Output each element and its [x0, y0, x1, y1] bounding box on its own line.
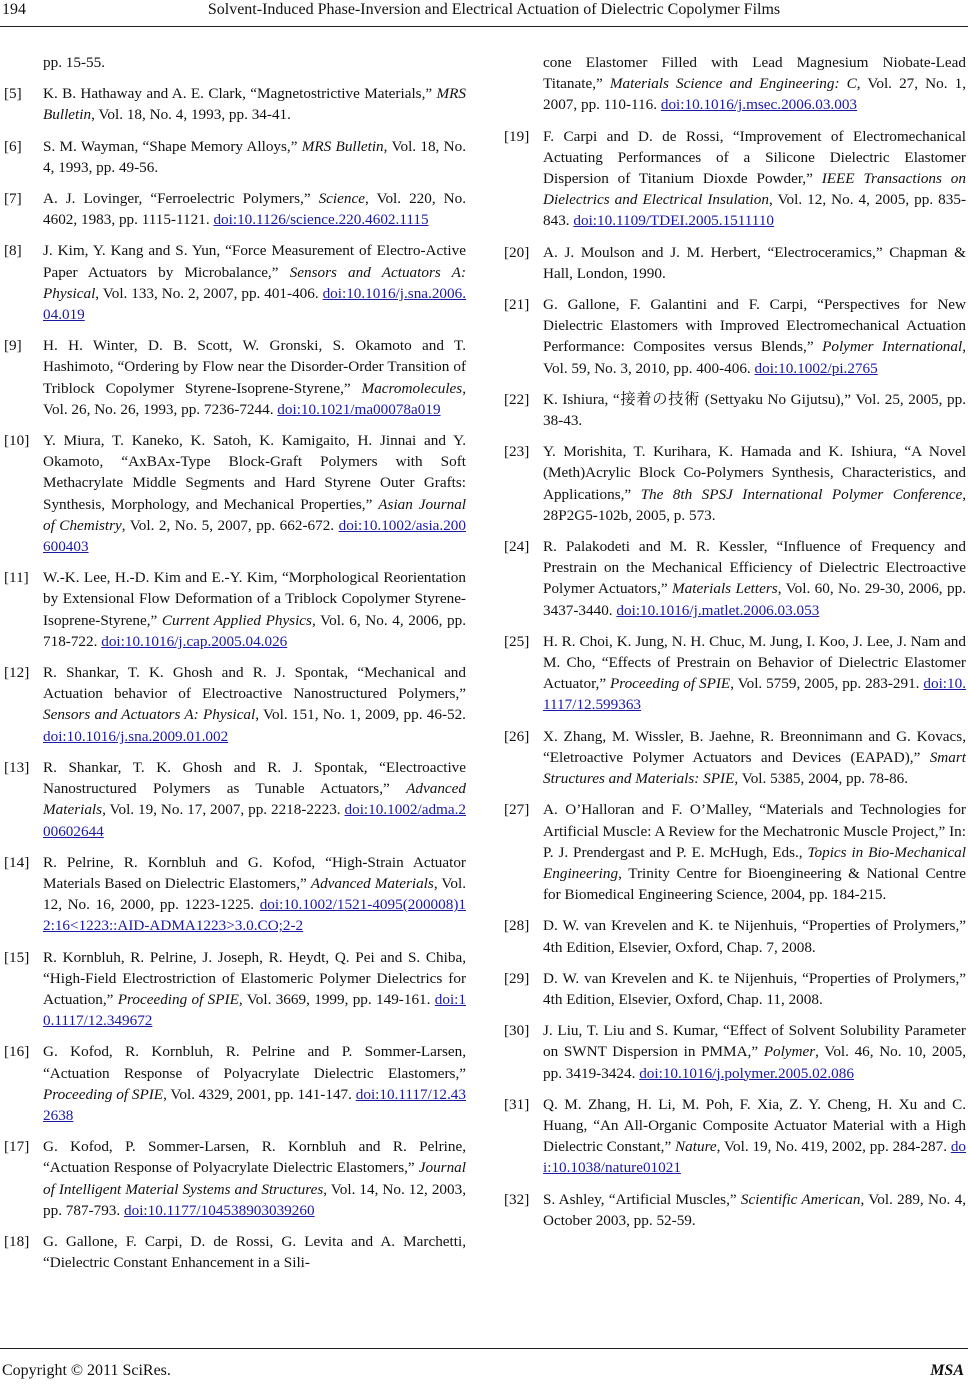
reference-authors-title: K. Ishiura, “接着の技術 (Settyaku No Gijutsu),” Vol. 25, 2005, pp. 38-43. — [543, 390, 966, 430]
reference-authors-title: Y. Miura, T. Kaneko, K. Satoh, K. Kamigaito, H. Jinnai and Y. Okamoto, “AxBAx-Type Block-Graft Polymers with Soft Methacrylate Middle Segments and Hard Styrene Outer Grafts: Synthesis, Morphology, and Mechanical Properties,” — [43, 432, 466, 513]
reference-journal: Sensors and Actuators A: Physical — [43, 706, 256, 724]
reference-authors-title: R. Palakodeti and M. R. Kessler, “Influence of Frequency and Prestrain on the Mechanical Efficiency of Dielectric Electroactive Polymer Actuators,” — [543, 538, 966, 598]
reference-entry — [4, 662, 466, 747]
reference-authors-title: R. Kornbluh, R. Pelrine, J. Joseph, R. Heydt, Q. Pei and S. Chiba, “High-Field Electrostriction of Elastomeric Polymer Dielectrics for Actuation,” — [43, 948, 466, 1008]
left-column — [4, 52, 466, 1283]
reference-entry — [504, 126, 966, 232]
reference-number: [16] — [4, 1043, 30, 1061]
reference-details: , Vol. 59, No. 3, 2010, pp. 400-406. — [543, 338, 966, 377]
reference-text — [43, 852, 466, 937]
reference-number: [29] — [504, 969, 530, 987]
reference-journal: Polymer International — [822, 338, 963, 356]
reference-authors-title: A. J. Lovinger, “Ferroelectric Polymers,” — [43, 190, 319, 208]
reference-entry — [504, 915, 966, 957]
doi-link[interactable]: doi:10.1038/nature01021 — [543, 1138, 966, 1177]
doi-link[interactable]: doi:10.1126/science.220.4602.1115 — [213, 211, 429, 229]
reference-authors-title: G. Kofod, P. Sommer-Larsen, R. Kornbluh and R. Pelrine, “Actuation Response of Polyacrylate Dielectric Elastomers,” — [43, 1138, 466, 1177]
doi-link[interactable]: doi:10.1002/adma.200602644 — [43, 801, 466, 840]
reference-text — [543, 968, 966, 1010]
reference-text — [43, 662, 466, 747]
reference-number: [6] — [4, 137, 22, 155]
reference-entry — [4, 947, 466, 1032]
reference-authors-title: S. M. Wayman, “Shape Memory Alloys,” — [43, 137, 302, 155]
reference-text — [543, 1094, 966, 1179]
reference-number: [14] — [4, 853, 30, 871]
reference-entry — [4, 757, 466, 842]
reference-authors-title: Q. M. Zhang, H. Li, M. Poh, F. Xia, Z. Y. Cheng, H. Xu and C. Huang, “An All-Organic Composite Actuator Material with a High Dielectric Constant,” — [543, 1095, 966, 1156]
reference-journal: MRS Bulletin — [43, 85, 466, 124]
reference-journal: Proceeding of SPIE — [43, 1085, 164, 1103]
reference-list-left — [4, 83, 466, 1273]
reference-journal: Topics in Bio-Mechanical Engineering — [543, 843, 966, 882]
reference-authors-title: G. Gallone, F. Galantini and F. Carpi, “Perspectives for New Dielectric Elastomers with Improved Electromechanical Actuation Performance: Composites versus Blends,” — [543, 296, 966, 356]
reference-text — [543, 389, 966, 431]
reference-authors-title: G. Kofod, R. Kornbluh, R. Pelrine and P. Sommer-Larsen, “Actuation Response of Polyacrylate Dielectric Elastomers,” — [43, 1043, 466, 1082]
reference-number: [31] — [504, 1095, 530, 1113]
doi-link[interactable]: doi:10.1117/12.432638 — [43, 1085, 466, 1124]
reference-authors-title: H. H. Winter, D. B. Scott, W. Gronski, S. Okamoto and T. Hashimoto, “Ordering by Flow near the Disorder-Order Transition of Triblock Copolymer Styrene-Isoprene-Styrene,” — [43, 337, 466, 397]
reference-entry — [4, 240, 466, 325]
reference-details: , Vol. 220, No. 4602, 1983, pp. 1115-1121. — [43, 190, 467, 229]
reference-text — [43, 136, 466, 178]
reference-number: [18] — [4, 1232, 30, 1250]
reference-details: , Vol. 151, No. 1, 2009, pp. 46-52. — [255, 706, 466, 724]
reference-text — [543, 726, 966, 790]
reference-entry — [4, 1231, 466, 1273]
reference-number: [28] — [504, 917, 530, 935]
doi-link[interactable]: doi:10.1177/104538903039260 — [124, 1201, 315, 1219]
reference-entry — [504, 242, 966, 284]
reference-journal: Sensors and Actuators A: Physical — [43, 263, 466, 302]
reference-number: [5] — [4, 85, 22, 103]
reference-entry — [504, 1189, 966, 1231]
reference-journal: Scientific American — [740, 1190, 861, 1208]
reference-number: [9] — [4, 337, 22, 355]
reference-authors-title: H. R. Choi, K. Jung, N. H. Chuc, M. Jung, I. Koo, J. Lee, J. Nam and M. Cho, “Effects of Prestrain on Behavior of Dielectric Elastomer Actuator,” — [543, 632, 966, 693]
reference-authors-title: W.-K. Lee, H.-D. Kim and E.-Y. Kim, “Morphological Reorientation by Extensional Flow Deformation of a Triblock Copolymer Styrene-Isoprene-Styrene,” — [43, 569, 466, 629]
reference-details: , Trinity Centre for Bioengineering & National Centre for Biomedical Engineering Science, 2004, pp. 184-215. — [543, 864, 966, 904]
reference-authors-title: R. Shankar, T. K. Ghosh and R. J. Spontak, “Electroactive Nanostructured Polymers as Tunable Actuators,” — [43, 758, 466, 798]
reference-entry — [504, 631, 966, 716]
reference-text — [543, 915, 966, 957]
reference-entry — [4, 83, 466, 125]
reference-authors-title: A. J. Moulson and J. M. Herbert, “Electroceramics,” Chapman & Hall, London, 1990. — [543, 243, 966, 282]
doi-link[interactable]: doi:10.1016/j.sna.2009.01.002 — [43, 727, 229, 745]
footer-rule — [0, 1348, 968, 1349]
reference-details: , Vol. 12, No. 16, 2000, pp. 1223-1225. — [43, 874, 467, 914]
reference-text — [543, 1020, 966, 1084]
reference-details: , Vol. 3669, 1999, pp. 149-161. — [238, 990, 435, 1008]
reference-number: [20] — [504, 243, 530, 261]
doi-link[interactable]: doi:10.1117/12.599363 — [543, 675, 966, 714]
reference-number: [27] — [504, 801, 530, 819]
reference-authors-title: F. Carpi and D. de Rossi, “Improvement of Electromechanical Actuating Performances of a Silicone Dielectric Elastomer Dispersion of Titanium Dioxde Powder,” — [543, 127, 966, 188]
reference-number: [17] — [4, 1138, 30, 1156]
reference-journal: Asian Journal of Chemistry — [43, 495, 467, 534]
reference-number: [22] — [504, 390, 530, 408]
reference-text — [43, 83, 466, 125]
reference-details: , Vol. 133, No. 2, 2007, pp. 401-406. — [95, 284, 323, 302]
reference-authors-title: K. B. Hathaway and A. E. Clark, “Magnetostrictive Materials,” — [43, 85, 437, 103]
reference-text — [43, 188, 466, 230]
doi-link[interactable]: doi:10.1002/1521-4095(200008)12:16<1223::AID-ADMA1223>3.0.CO;2-2 — [43, 896, 466, 935]
reference-journal: Advanced Materials — [43, 780, 466, 819]
reference-authors-title: J. Kim, Y. Kang and S. Yun, “Force Measurement of Electro-Active Paper Actuators by Microbalance,” — [43, 242, 466, 281]
reference-details: , Vol. 46, No. 10, 2005, pp. 3419-3424. — [543, 1043, 966, 1082]
reference-text — [543, 536, 966, 621]
reference-text — [543, 242, 966, 284]
reference-list-right — [504, 126, 966, 1231]
reference-details: , Vol. 19, No. 419, 2002, pp. 284-287. — [716, 1138, 951, 1156]
page-header — [0, 0, 968, 30]
reference-authors-title: R. Pelrine, R. Kornbluh and G. Kofod, “High-Strain Actuator Materials Based on Dielectric Elastomers,” — [43, 853, 466, 892]
header-rule — [0, 26, 968, 27]
reference-number: [11] — [4, 569, 29, 587]
reference-authors-title: S. Ashley, “Artificial Muscles,” — [543, 1190, 741, 1208]
reference-details: , Vol. 5385, 2004, pp. 78-86. — [734, 770, 909, 788]
doi-link[interactable]: doi:10.1002/pi.2765 — [754, 359, 878, 377]
reference-number: [12] — [4, 664, 30, 682]
reference-journal: Advanced Materials — [310, 874, 434, 892]
reference-details: , Vol. 60, No. 29-30, 2006, pp. 3437-3440. — [543, 580, 966, 619]
reference-details: , Vol. 19, No. 17, 2007, pp. 2218-2223. — [102, 801, 345, 819]
reference-details: , Vol. 289, No. 4, October 2003, pp. 52-59. — [543, 1190, 967, 1229]
doi-link[interactable]: doi:10.1109/TDEI.2005.1511110 — [573, 212, 775, 230]
reference-text — [543, 631, 966, 716]
reference-authors-title: G. Gallone, F. Carpi, D. de Rossi, G. Levita and A. Marchetti, “Dielectric Constant Enhancement in a Sili- — [43, 1232, 466, 1272]
reference-entry — [504, 1020, 966, 1084]
reference-entry — [504, 726, 966, 790]
reference-details: , Vol. 12, No. 4, 2005, pp. 835-843. — [543, 191, 967, 230]
reference-number: [21] — [504, 296, 530, 314]
reference-number: [8] — [4, 242, 22, 260]
continuation-details: , Vol. 27, No. 1, 2007, pp. 110-116. — [543, 75, 966, 114]
running-title: Solvent-Induced Phase-Inversion and Electrical Actuation of Dielectric Copolymer Films — [207, 1, 781, 18]
right-column — [504, 52, 966, 1241]
journal-abbreviation: MSA — [930, 1362, 964, 1379]
reference-authors-title: D. W. van Krevelen and K. te Nijenhuis, “Properties of Prolymers,” 4th Edition, Elsevier, Oxford, Chap. 11, 2008. — [543, 969, 966, 1008]
reference-journal: Journal of Intelligent Material Systems and Structures — [43, 1159, 466, 1198]
reference-number: [13] — [4, 758, 30, 776]
reference-journal: Nature — [675, 1138, 717, 1156]
reference-text — [43, 567, 466, 652]
reference-journal: MRS Bulletin — [301, 137, 384, 155]
reference-journal: Science — [318, 190, 365, 208]
reference-details: , Vol. 18, No. 4, 1993, pp. 49-56. — [43, 137, 466, 176]
reference-details: , Vol. 4329, 2001, pp. 141-147. — [163, 1085, 356, 1103]
reference-journal: Proceeding of SPIE — [117, 990, 239, 1008]
reference-entry — [504, 441, 966, 526]
doi-link[interactable]: doi:10.1002/asia.200600403 — [43, 516, 466, 556]
reference-text — [543, 441, 966, 526]
continuation-text: cone Elastomer Filled with Lead Magnesium Niobate-Lead Titanate,” — [543, 54, 966, 93]
reference-entry — [504, 968, 966, 1010]
reference-details: , Vol. 2, No. 5, 2007, pp. 662-672. — [121, 516, 339, 534]
reference-entry — [504, 389, 966, 431]
reference-journal: Smart Structures and Materials: SPIE — [543, 748, 966, 788]
doi-link[interactable]: doi:10.1117/12.349672 — [43, 990, 466, 1030]
doi-link[interactable]: doi:10.1016/j.matlet.2006.03.053 — [616, 601, 820, 619]
page-number: 194 — [2, 1, 26, 18]
doi-link[interactable]: doi:10.1016/j.polymer.2005.02.086 — [639, 1064, 854, 1082]
reference-text — [43, 1231, 466, 1273]
reference-text — [43, 757, 466, 842]
reference-entry — [4, 430, 466, 557]
reference-text — [43, 430, 466, 557]
reference-journal: Current Applied Physics — [161, 611, 312, 629]
reference-details: , Vol. 5759, 2005, pp. 283-291. — [730, 675, 924, 693]
reference-number: [23] — [504, 443, 530, 461]
reference-entry — [504, 1094, 966, 1179]
reference-text — [543, 294, 966, 379]
reference-entry — [504, 536, 966, 621]
reference-continuation — [504, 52, 966, 116]
reference-authors-title: R. Shankar, T. K. Ghosh and R. J. Spontak, “Mechanical and Actuation behavior of Electroactive Nanostructured Polymers,” — [43, 664, 466, 703]
reference-text — [43, 335, 466, 420]
page-footer — [0, 1348, 968, 1386]
reference-entry — [4, 1041, 466, 1126]
reference-details: , Vol. 14, No. 12, 2003, pp. 787-793. — [43, 1180, 466, 1219]
reference-text — [43, 1136, 466, 1221]
reference-entry — [4, 136, 466, 178]
reference-journal: Materials Letters — [672, 580, 778, 598]
doi-link[interactable]: doi:10.1021/ma00078a019 — [277, 400, 441, 418]
reference-authors-title: Y. Morishita, T. Kurihara, K. Hamada and K. Ishiura, “A Novel (Meth)Acrylic Block Co-Polymers Synthesis, Characteristics, and Applications,” — [543, 443, 966, 503]
reference-authors-title: X. Zhang, M. Wissler, B. Jaehne, R. Breonnimann and G. Kovacs, “Eletroactive Polymer Actuators and Devices (EAPAD),” — [543, 727, 966, 766]
reference-entry — [504, 799, 966, 905]
reference-number: [24] — [504, 538, 530, 556]
reference-text — [543, 799, 966, 905]
reference-text — [543, 126, 966, 232]
reference-number: [30] — [504, 1022, 530, 1040]
reference-text — [43, 947, 466, 1032]
copyright-notice: Copyright © 2011 SciRes. — [2, 1362, 171, 1379]
reference-number: [19] — [504, 127, 530, 145]
doi-link[interactable]: doi:10.1016/j.msec.2006.03.003 — [660, 96, 858, 114]
reference-entry — [4, 335, 466, 420]
reference-details: , Vol. 6, No. 4, 2006, pp. 718-722. — [43, 611, 466, 650]
reference-text — [543, 1189, 966, 1231]
reference-continuation: pp. 15-55. — [43, 54, 106, 71]
doi-link[interactable]: doi:10.1016/j.sna.2006.04.019 — [43, 284, 466, 324]
reference-journal: Proceeding of SPIE — [609, 675, 731, 693]
reference-entry — [504, 294, 966, 379]
reference-entry — [4, 852, 466, 937]
doi-link[interactable]: doi:10.1016/j.cap.2005.04.026 — [101, 632, 288, 650]
reference-authors-title: A. O’Halloran and F. O’Malley, “Materials and Technologies for Artificial Muscle: A Review for the Mechatronic Muscle Project,” In: P. J. Prendergast and P. E. McHugh, Eds., — [543, 801, 966, 861]
continuation-journal: Materials Science and Engineering: C — [609, 75, 857, 93]
reference-number: [7] — [4, 190, 22, 208]
reference-number: [15] — [4, 948, 30, 966]
reference-number: [25] — [504, 632, 530, 650]
reference-details: , Vol. 18, No. 4, 1993, pp. 34-41. — [91, 106, 291, 124]
reference-entry — [4, 1136, 466, 1221]
reference-journal: Macromolecules — [361, 379, 463, 397]
reference-entry — [4, 567, 466, 652]
reference-details: , 28P2G5-102b, 2005, p. 573. — [543, 485, 967, 524]
reference-authors-title: D. W. van Krevelen and K. te Nijenhuis, “Properties of Prolymers,” 4th Edition, Elsevier, Oxford, Chap. 7, 2008. — [543, 917, 966, 956]
reference-journal: IEEE Transactions on Dielectrics and Electrical Insulation — [543, 170, 966, 209]
reference-text — [43, 240, 466, 325]
reference-authors-title: J. Liu, T. Liu and S. Kumar, “Effect of Solvent Solubility Parameter on SWNT Dispersion in PMMA,” — [543, 1022, 966, 1061]
reference-details: , Vol. 26, No. 26, 1993, pp. 7236-7244. — [43, 379, 466, 418]
reference-number: [32] — [504, 1190, 530, 1208]
reference-number: [26] — [504, 727, 530, 745]
reference-entry — [4, 188, 466, 230]
reference-text — [43, 1041, 466, 1126]
reference-journal: Polymer — [763, 1043, 816, 1061]
reference-journal: The 8th SPSJ International Polymer Conference — [640, 485, 963, 503]
reference-number: [10] — [4, 432, 30, 450]
